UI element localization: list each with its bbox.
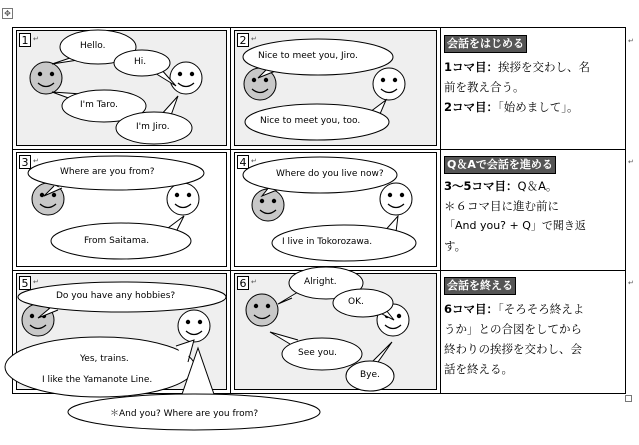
guide-section-3 — [444, 274, 584, 379]
guide-section-1 — [444, 32, 590, 117]
bubble-text-trains: Yes, trains. — [80, 354, 129, 364]
bubble-text-jiro: I'm Jiro. — [136, 122, 170, 132]
guide-heading-1: 会話をはじめる — [444, 35, 527, 53]
bubble-text-bye: Bye. — [360, 370, 380, 380]
bubble-text-hello: Hello. — [80, 41, 106, 51]
paragraph-mark: ↵ — [628, 158, 634, 166]
guide-line: 前を教え合う。 — [444, 80, 525, 94]
bubble-text-saitama: From Saitama. — [84, 236, 150, 246]
panel-number-6: 6 — [237, 276, 249, 290]
table-move-handle[interactable]: ✥ — [2, 8, 13, 19]
guide-line: 終わりの挨拶を交わし、会 — [444, 342, 582, 356]
paragraph-mark: ↵ — [628, 279, 634, 287]
bubble-text-yamanote: I like the Yamanote Line. — [42, 375, 153, 385]
bubble-hi — [114, 50, 176, 86]
panel-number-3: 3 — [19, 155, 31, 169]
bubble-trains — [5, 337, 195, 397]
guide-line: 6コマ目：「そろそろ終えよ — [444, 302, 585, 316]
bubble-text-ok: OK. — [348, 297, 364, 307]
face-taro-1 — [30, 62, 62, 94]
paragraph-mark: ↵ — [33, 35, 39, 43]
paragraph-mark: ↵ — [251, 278, 257, 286]
bubble-text-where-live: Where do you live now? — [276, 169, 384, 179]
panel-number-5: 5 — [19, 276, 31, 290]
face-jiro-2 — [373, 68, 405, 100]
guide-line: うか」との合図をしてから — [444, 322, 582, 336]
bubble-text-nice-to-meet: Nice to meet you, Jiro. — [258, 51, 358, 61]
guide-line: 1コマ目：挨拶を交わし、名 — [444, 60, 591, 74]
bubble-text-where-from: Where are you from? — [60, 167, 155, 177]
panel-number-4: 4 — [237, 155, 249, 169]
face-jiro-5 — [178, 310, 210, 342]
face-jiro-3 — [167, 183, 199, 215]
guide-heading-3: 会話を終える — [444, 277, 516, 295]
face-jiro-4 — [380, 183, 412, 215]
bubble-text-and-you: ＊And you? Where are you from? — [110, 409, 259, 419]
paragraph-mark: ↵ — [628, 37, 634, 45]
guide-line: 「And you? + Q」で聞き返 — [444, 219, 586, 232]
paragraph-mark: ↵ — [33, 157, 39, 165]
face-jiro-1 — [170, 62, 202, 94]
guide-line: す。 — [444, 239, 467, 253]
guide-line: ＊６コマ目に進む前に — [444, 199, 559, 213]
bubble-text-hobbies: Do you have any hobbies? — [56, 291, 176, 301]
bubble-text-alright: Alright. — [304, 277, 337, 287]
bubble-text-tokorozawa: I live in Tokorozawa. — [282, 237, 373, 247]
paragraph-mark: ↵ — [33, 278, 39, 286]
bubble-text-taro: I'm Taro. — [80, 100, 118, 110]
bubble-text-see-you: See you. — [298, 348, 338, 358]
guide-line: 2コマ目：「始めまして」。 — [444, 100, 579, 114]
panel-number-1: 1 — [19, 33, 31, 47]
face-taro-6 — [246, 294, 278, 326]
paragraph-mark: ↵ — [251, 157, 257, 165]
guide-line: 話を終える。 — [444, 362, 513, 376]
paragraph-mark: ↵ — [251, 35, 257, 43]
guide-line: 3～5コマ目：Q＆A。 — [444, 179, 558, 193]
panel-number-2: 2 — [237, 33, 249, 47]
guide-heading-2: Q＆Aで会話を進める — [444, 156, 556, 174]
bubble-text-nice-too: Nice to meet you, too. — [260, 116, 361, 126]
table-resize-handle[interactable] — [625, 395, 632, 402]
guide-section-2 — [444, 153, 586, 256]
bubble-text-hi: Hi. — [134, 57, 147, 67]
